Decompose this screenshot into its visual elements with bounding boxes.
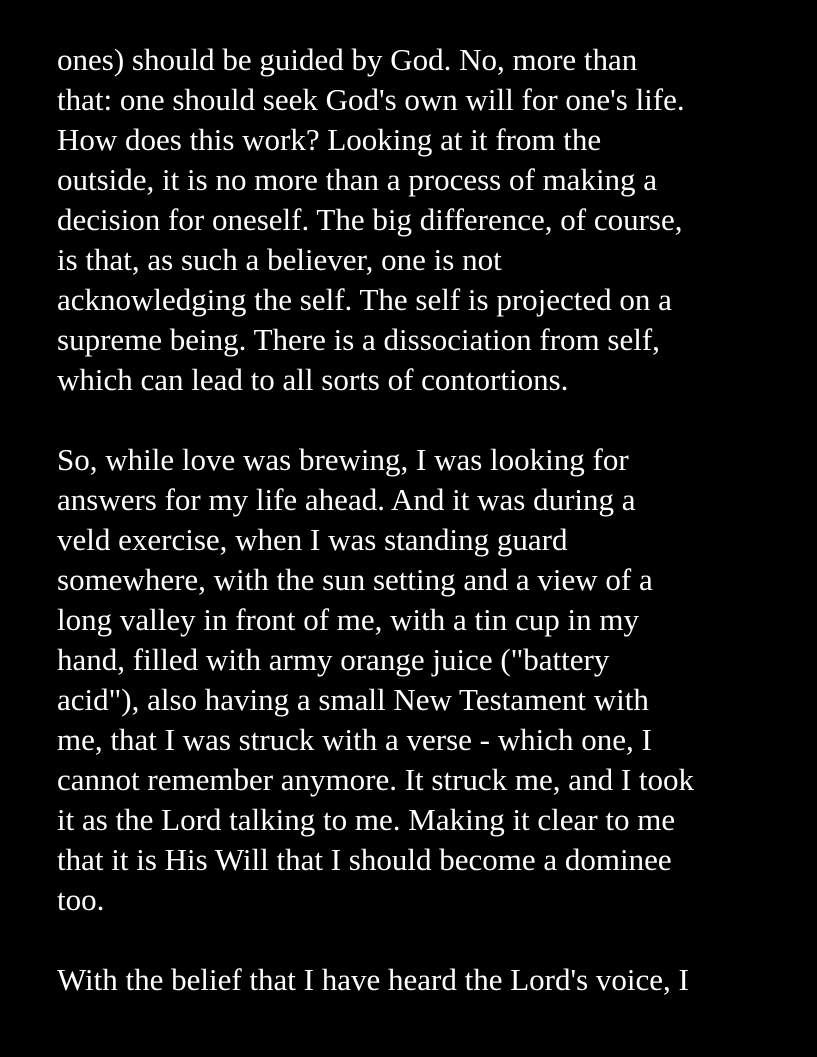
paragraph-spacer <box>57 400 797 440</box>
paragraph-spacer <box>57 920 797 960</box>
document-text <box>57 40 797 1000</box>
text-line: outside, it is no more than a process of making a <box>57 162 658 197</box>
text-line: that: one should seek God's own will for one's life. <box>57 82 685 117</box>
text-line: decision for oneself. The big difference, of course, <box>57 202 683 237</box>
text-line: supreme being. There is a dissociation from self, <box>57 322 660 357</box>
text-line: acknowledging the self. The self is projected on a <box>57 282 672 317</box>
text-line: which can lead to all sorts of contortions. <box>57 362 569 397</box>
text-line: How does this work? Looking at it from the <box>57 122 602 157</box>
text-line: acid"), also having a small New Testament with <box>57 682 649 717</box>
text-line: veld exercise, when I was standing guard <box>57 522 568 557</box>
paragraph-3 <box>57 960 797 1000</box>
text-line: With the belief that I have heard the Lord's voice, I <box>57 962 689 997</box>
text-line: long valley in front of me, with a tin cup in my <box>57 602 640 637</box>
text-line: answers for my life ahead. And it was during a <box>57 482 636 517</box>
text-line: is that, as such a believer, one is not <box>57 242 502 277</box>
text-line: it as the Lord talking to me. Making it clear to me <box>57 802 676 837</box>
text-line: somewhere, with the sun setting and a view of a <box>57 562 653 597</box>
text-line: ones) should be guided by God. No, more than <box>57 42 638 77</box>
text-line: that it is His Will that I should become a dominee <box>57 842 672 877</box>
text-line: cannot remember anymore. It struck me, and I took <box>57 762 694 797</box>
text-line: too. <box>57 882 105 917</box>
text-line: me, that I was struck with a verse - which one, I <box>57 722 652 757</box>
paragraph-2 <box>57 440 797 920</box>
text-line: So, while love was brewing, I was looking for <box>57 442 629 477</box>
text-line: hand, filled with army orange juice ("battery <box>57 642 610 677</box>
paragraph-1 <box>57 40 797 400</box>
